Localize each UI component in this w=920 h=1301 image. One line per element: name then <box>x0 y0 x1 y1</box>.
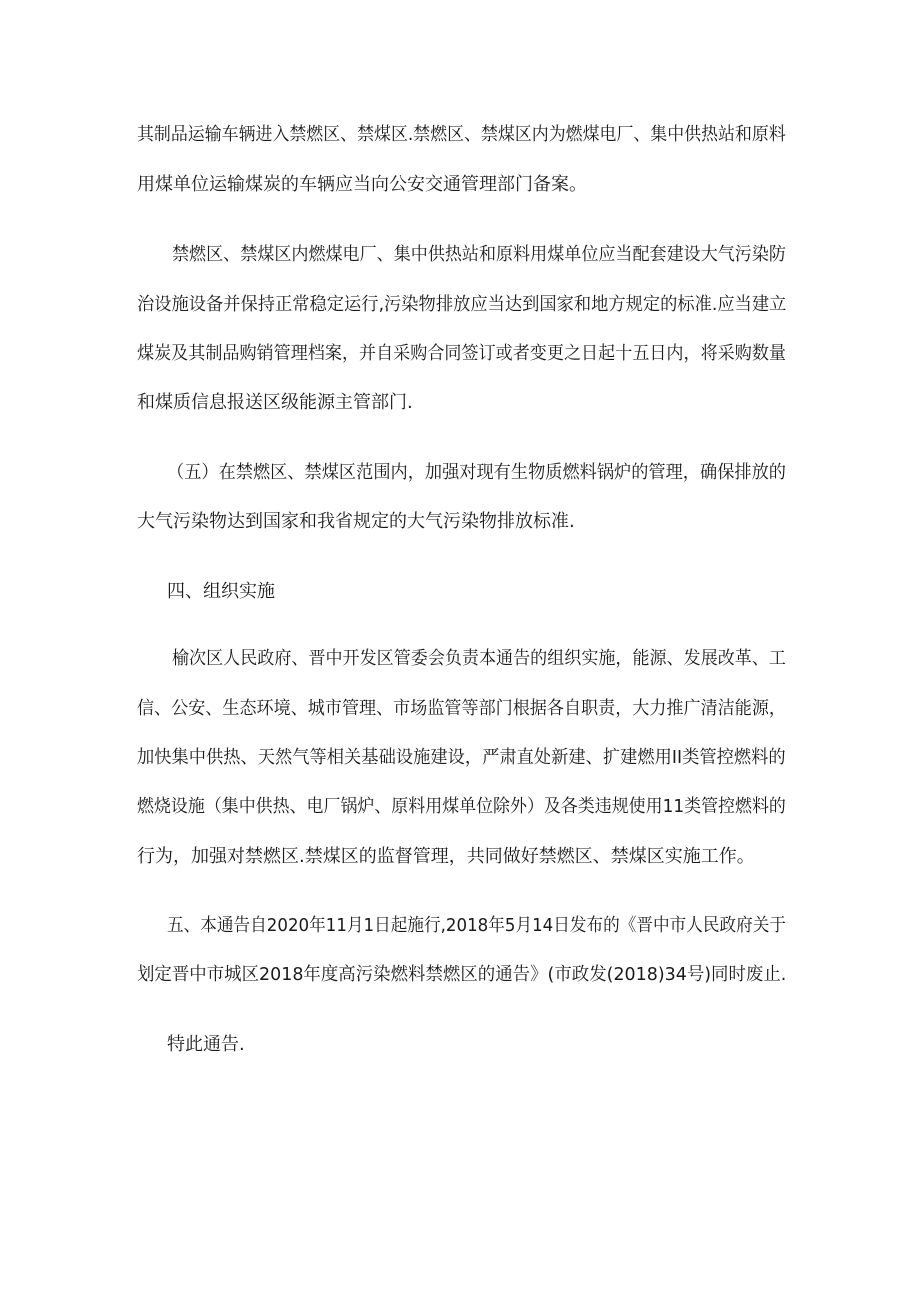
text-line: 信、公安、生态环境、城市管理、市场监管等部门根据各自职责，大力推广清洁能源， <box>137 698 786 719</box>
text-line: 煤炭及其制品购销管理档案，并自采购合同签订或者变更之日起十五日内，将采购数量 <box>137 343 786 364</box>
text-line: 禁燃区、禁煤区内燃煤电厂、集中供热站和原料用煤单位应当配套建设大气污染防 <box>172 244 786 265</box>
text-line: 加快集中供热、天然气等相关基础设施建设，严肃直处新建、扩建燃用II类管控燃料的 <box>137 747 786 768</box>
text-line: 和煤质信息报送区级能源主管部门. <box>137 392 413 413</box>
text-line: 其制品运输车辆进入禁燃区、禁煤区.禁燃区、禁煤区内为燃煤电厂、集中供热站和原料 <box>137 124 786 145</box>
text-line: 划定晋中市城区2018年度高污染燃料禁燃区的通告》(市政发(2018)34号)同时废止. <box>137 964 787 985</box>
text-line: 用煤单位运输煤炭的车辆应当向公安交通管理部门备案。 <box>137 174 587 195</box>
text-line: 治设施设备并保持正常稳定运行,污染物排放应当达到国家和地方规定的标准.应当建立 <box>137 294 787 315</box>
text-line: 五、本通告自2020年11月1日起施行,2018年5月14日发布的《晋中市人民政府关于 <box>167 915 787 936</box>
text-line: 行为，加强对禁燃区.禁煤区的监督管理，共同做好禁燃区、禁煤区实施工作。 <box>137 846 755 867</box>
closing-line: 特此通告. <box>167 1034 245 1055</box>
text-line: 燃烧设施（集中供热、电厂锅炉、原料用煤单位除外）及各类违规使用11类管控燃料的 <box>137 796 786 817</box>
text-line: 大气污染物达到国家和我省规定的大气污染物排放标准. <box>137 511 575 532</box>
section-heading: 四、组织实施 <box>167 581 275 602</box>
text-line: 榆次区人民政府、晋中开发区管委会负责本通告的组织实施，能源、发展改革、工 <box>172 648 786 669</box>
text-line: （五）在禁燃区、禁煤区范围内，加强对现有生物质燃料锅炉的管理，确保排放的 <box>167 462 786 483</box>
